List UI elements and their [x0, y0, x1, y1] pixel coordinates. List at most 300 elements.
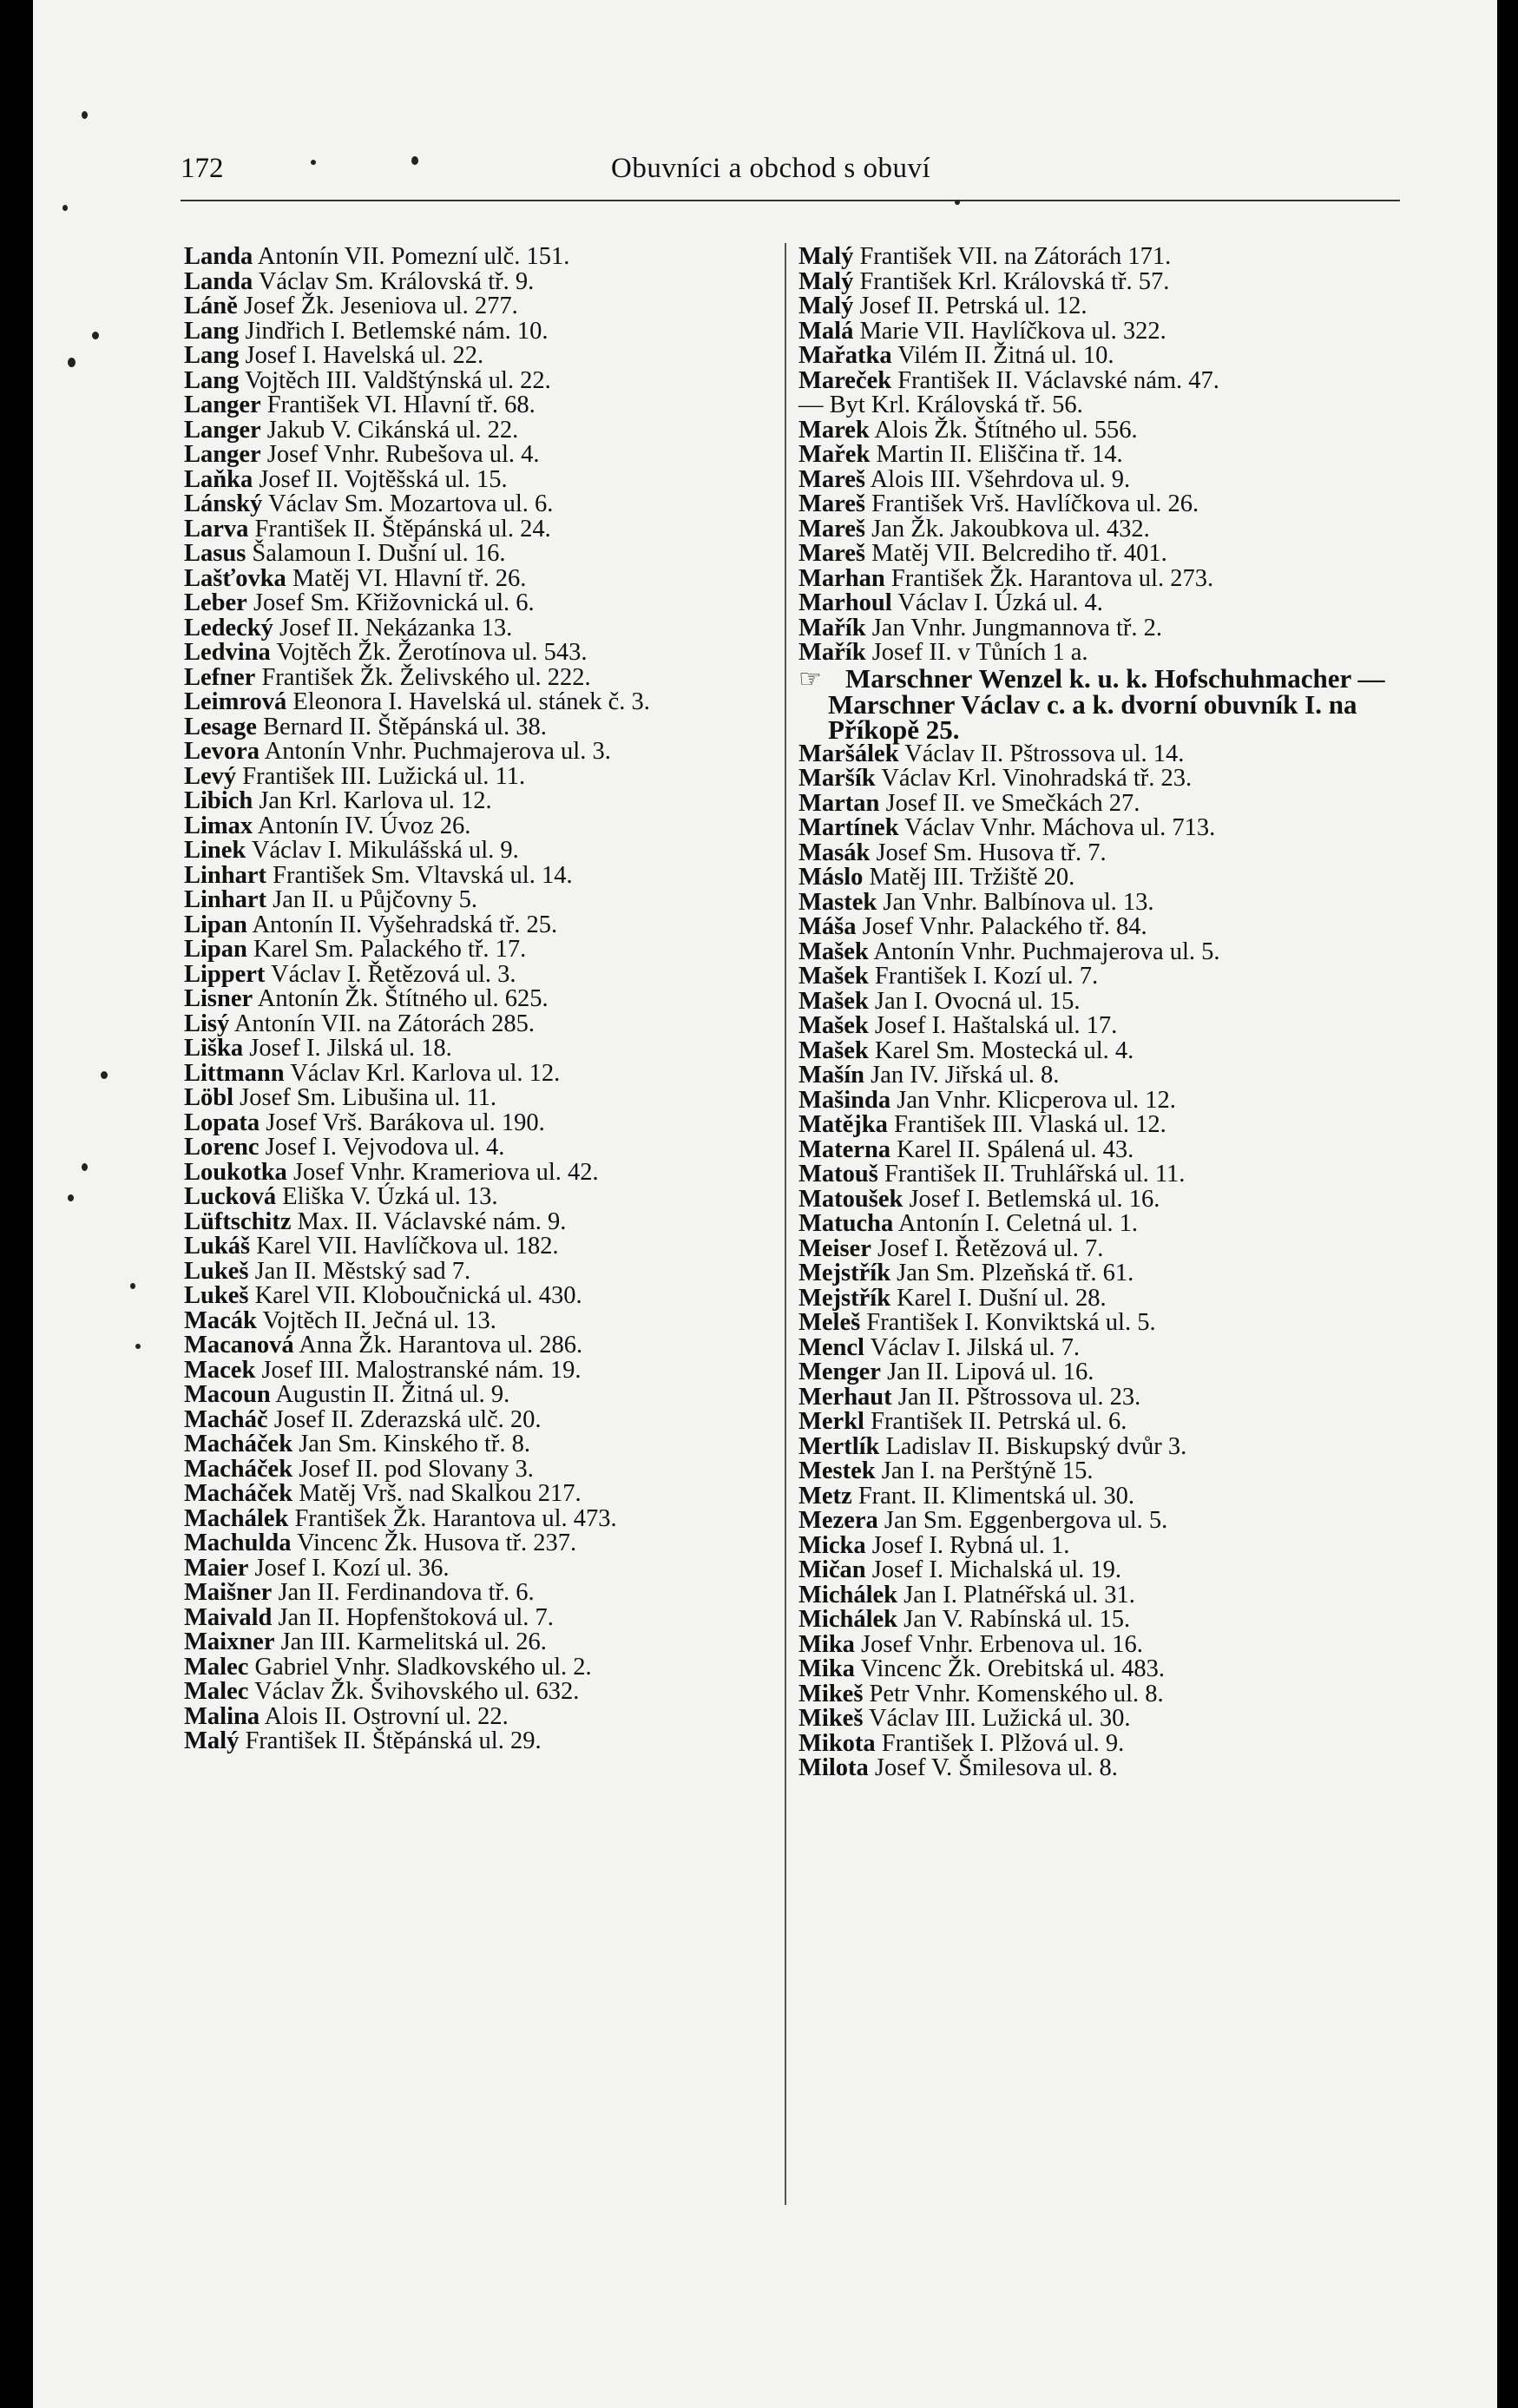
entry-details: František I. Konviktská ul. 5. — [866, 1309, 1156, 1336]
entry-surname: Lukeš — [184, 1257, 249, 1285]
directory-entry — [184, 960, 783, 988]
entry-surname: Malá — [798, 317, 854, 345]
directory-entry — [184, 294, 783, 319]
directory-entry — [184, 1729, 783, 1754]
scan-speck — [68, 358, 76, 367]
entry-details: Josef I. Michalská ul. 19. — [871, 1556, 1122, 1583]
entry-details: Antonín Žk. Štítného ul. 625. — [257, 985, 549, 1012]
entry-details: František Sm. Vltavská ul. 14. — [273, 861, 573, 889]
directory-entry — [798, 443, 1406, 468]
directory-entry — [798, 1682, 1406, 1707]
entry-surname: Mašinda — [798, 1086, 891, 1114]
entry-details: Josef II. Petrská ul. 12. — [859, 293, 1088, 319]
entry-surname: Macák — [184, 1306, 257, 1334]
entry-details: Václav Krl. Vinohradská tř. 23. — [881, 765, 1193, 792]
entry-details: Jan Sm. Eggenbergova ul. 5. — [884, 1507, 1168, 1534]
entry-surname: Macháček — [184, 1455, 293, 1483]
entry-surname: Lipan — [184, 936, 247, 963]
entry-surname: Mareš — [798, 490, 866, 517]
entry-surname: Martan — [798, 789, 880, 817]
directory-entry — [798, 841, 1406, 866]
directory-entry — [184, 1531, 783, 1556]
entry-surname: Malec — [184, 1653, 249, 1681]
entry-surname: Matějka — [798, 1111, 888, 1138]
directory-entry — [798, 542, 1406, 567]
entry-surname: Mašín — [798, 1062, 865, 1089]
entry-details: Jan Vnhr. Klicperova ul. 12. — [897, 1086, 1176, 1114]
entry-details: Jan II. u Půjčovny 5. — [273, 886, 478, 913]
entry-details: František VI. Hlavní tř. 68. — [266, 391, 536, 418]
entry-surname: Mejstřík — [798, 1260, 891, 1286]
entry-surname: Macháč — [184, 1405, 268, 1433]
entry-surname: Löbl — [184, 1084, 234, 1111]
entry-details: Karel Sm. Palackého tř. 17. — [253, 936, 527, 963]
directory-entry — [184, 913, 783, 938]
directory-entry — [798, 1014, 1406, 1039]
entry-details: — Byt Krl. Královská tř. 56. — [798, 391, 1083, 418]
directory-entry — [798, 366, 1406, 394]
entry-details: František III. Vlaská ul. 12. — [894, 1111, 1166, 1138]
directory-entry — [798, 742, 1406, 767]
entry-details: Josef Vrš. Barákova ul. 190. — [266, 1109, 545, 1136]
entry-details: Jan Sm. Kinského tř. 8. — [299, 1431, 530, 1457]
entry-surname: Limax — [184, 812, 253, 839]
directory-entry — [798, 1410, 1406, 1435]
entry-details: Ladislav II. Biskupský dvůr 3. — [885, 1432, 1187, 1460]
directory-entry — [184, 740, 783, 765]
entry-details: Josef II. v Tůních 1 a. — [871, 639, 1088, 666]
entry-details: Bernard II. Štěpánská ul. 38. — [263, 713, 547, 740]
directory-entry — [798, 1608, 1406, 1633]
scan-speck — [955, 200, 960, 205]
directory-page — [33, 0, 1497, 2408]
entry-surname: Langer — [184, 441, 261, 468]
directory-entry — [798, 865, 1406, 891]
entry-details: Jakub V. Cikánská ul. 22. — [266, 416, 519, 444]
right-column — [798, 245, 1406, 1781]
entry-surname: Lukáš — [184, 1233, 251, 1260]
entry-details: Josef Vnhr. Rubešova ul. 4. — [266, 441, 540, 468]
scan-border — [1497, 0, 1518, 2408]
entry-surname: Macháček — [184, 1431, 293, 1457]
entry-surname: Mašek — [798, 1036, 869, 1064]
entry-surname: Mejstřík — [798, 1284, 891, 1312]
entry-details: Marie VII. Havlíčkova ul. 322. — [859, 317, 1166, 345]
entry-surname: Máša — [798, 913, 857, 940]
directory-entry — [798, 267, 1406, 295]
entry-surname: Loukotka — [184, 1158, 287, 1186]
directory-entry — [798, 616, 1406, 641]
entry-details: Václav I. Řetězová ul. 3. — [271, 960, 516, 988]
entry-details: Jan Vnhr. Jungmannova tř. 2. — [871, 614, 1163, 641]
entry-surname: Laňka — [184, 465, 253, 493]
entry-surname: Mařatka — [798, 342, 892, 369]
directory-entry — [798, 1360, 1406, 1385]
entry-details: František I. Kozí ul. 7. — [874, 963, 1099, 990]
entry-surname: Linek — [184, 837, 246, 864]
entry-details: František II. Štěpánská ul. 29. — [245, 1727, 542, 1754]
scan-speck — [82, 111, 88, 119]
entry-surname: Marschner — [845, 662, 973, 694]
entry-surname: Mencl — [798, 1333, 864, 1361]
directory-entry — [184, 1405, 783, 1433]
directory-entry — [798, 1756, 1406, 1781]
directory-entry — [184, 938, 783, 963]
directory-entry — [798, 1036, 1406, 1064]
entry-surname: Malý — [798, 267, 854, 295]
entry-surname: Matouš — [798, 1161, 878, 1188]
directory-entry — [184, 1630, 783, 1655]
entry-details: Jan Krl. Karlova ul. 12. — [259, 787, 492, 814]
entry-details: Jan II. Hopfenštoková ul. 7. — [278, 1603, 554, 1631]
directory-entry — [798, 1063, 1406, 1089]
entry-surname: Marhan — [798, 564, 885, 592]
directory-entry — [798, 1311, 1406, 1336]
entry-surname: Machálek — [184, 1504, 289, 1532]
entry-details: Josef III. Malostranské nám. 19. — [261, 1356, 582, 1384]
directory-entry — [184, 319, 783, 345]
entry-details: Eliška V. Úzká ul. 13. — [282, 1183, 498, 1210]
entry-surname: Milota — [798, 1754, 869, 1781]
directory-entry — [798, 1385, 1406, 1411]
directory-entry — [184, 1457, 783, 1483]
entry-surname: Maršík — [798, 765, 876, 792]
directory-entry — [798, 641, 1406, 666]
entry-surname: Lang — [184, 366, 240, 394]
entry-details: Alois II. Ostrovní ul. 22. — [264, 1702, 509, 1730]
directory-entry — [184, 1556, 783, 1582]
entry-details: Matěj VI. Hlavní tř. 26. — [292, 564, 527, 592]
entry-details: František II. Truhlářská ul. 11. — [884, 1161, 1186, 1188]
scan-speck — [62, 205, 68, 211]
entry-surname: Mikota — [798, 1729, 876, 1757]
directory-entry — [184, 789, 783, 814]
directory-entry — [184, 1333, 783, 1359]
directory-entry — [184, 1135, 783, 1161]
entry-surname: Lorenc — [184, 1134, 260, 1161]
entry-surname: Mareš — [798, 515, 866, 543]
entry-details: František I. Plžová ul. 9. — [881, 1729, 1125, 1757]
entry-details: Matěj Vrš. nad Skalkou 217. — [299, 1480, 582, 1507]
entry-details: Josef II. pod Slovany 3. — [299, 1455, 534, 1483]
entry-details: František Vrš. Havlíčkova ul. 26. — [871, 490, 1199, 517]
entry-surname: Lang — [184, 317, 240, 345]
directory-entry — [184, 393, 783, 418]
directory-entry — [184, 344, 783, 369]
scan-speck — [135, 1344, 141, 1349]
entry-details: Josef I. Rybná ul. 1. — [871, 1531, 1070, 1559]
entry-surname: Mezera — [798, 1507, 878, 1534]
directory-entry — [184, 762, 783, 790]
entry-surname: Mestek — [798, 1457, 876, 1484]
entry-details: Josef Sm. Křižovnická ul. 6. — [253, 589, 535, 616]
entry-surname: Macháček — [184, 1480, 293, 1507]
entry-surname: Mašek — [798, 963, 869, 990]
directory-entry — [184, 1680, 783, 1705]
entry-surname: Langer — [184, 391, 261, 418]
entry-surname: Mařík — [798, 639, 866, 666]
entry-surname: Linhart — [184, 886, 267, 913]
entry-details: Jan IV. Jiřská ul. 8. — [871, 1062, 1060, 1089]
directory-entry — [184, 814, 783, 839]
directory-entry — [184, 641, 783, 666]
directory-entry — [798, 987, 1406, 1015]
entry-surname: Michálek — [798, 1606, 897, 1633]
header-rule — [181, 200, 1400, 201]
directory-entry — [184, 616, 783, 641]
directory-entry — [798, 564, 1406, 592]
directory-entry — [184, 1356, 783, 1384]
entry-details: Jan II. Ferdinandova tř. 6. — [278, 1579, 535, 1606]
entry-surname: Lisý — [184, 1010, 230, 1037]
entry-details: Antonín IV. Úvoz 26. — [257, 812, 471, 839]
directory-entry — [184, 1306, 783, 1334]
entry-surname: Lašťovka — [184, 564, 286, 592]
entry-surname: Macoun — [184, 1381, 271, 1408]
scan-speck — [101, 1071, 108, 1079]
entry-details: Václav Sm. Královská tř. 9. — [258, 267, 535, 295]
entry-details: Gabriel Vnhr. Sladkovského ul. 2. — [254, 1653, 592, 1681]
entry-surname: Leimrová — [184, 688, 287, 715]
entry-details: Josef I. Haštalská ul. 17. — [874, 1012, 1118, 1039]
entry-surname: Landa — [184, 267, 253, 295]
entry-surname: Maršálek — [798, 740, 899, 767]
entry-surname: Ledecký — [184, 614, 273, 641]
entry-surname: Lukeš — [184, 1282, 249, 1309]
entry-surname: Mičan — [798, 1556, 866, 1583]
directory-entry — [184, 663, 783, 691]
entry-details: Josef Vnhr. Krameriova ul. 42. — [292, 1158, 599, 1186]
directory-entry — [798, 1135, 1406, 1163]
entry-details: František Žk. Harantova ul. 473. — [294, 1504, 617, 1532]
entry-surname: Machulda — [184, 1530, 292, 1556]
entry-surname: Liška — [184, 1035, 244, 1062]
directory-entry — [798, 789, 1406, 817]
entry-surname: Lipan — [184, 911, 247, 938]
entry-details: Vojtěch Žk. Žerotínova ul. 543. — [276, 639, 588, 666]
page-header — [181, 153, 1400, 201]
directory-entry — [798, 1286, 1406, 1312]
directory-entry — [798, 888, 1406, 916]
entry-details: Václav I. Mikulášská ul. 9. — [251, 837, 519, 864]
directory-entry — [184, 564, 783, 592]
entry-surname: Malý — [798, 293, 854, 319]
directory-entry — [798, 1212, 1406, 1237]
entry-surname: Masák — [798, 839, 871, 866]
directory-entry — [798, 591, 1406, 616]
entry-details: František Žk. Harantova ul. 273. — [890, 564, 1214, 592]
directory-entry — [798, 1729, 1406, 1757]
entry-details: Václav III. Lužická ul. 30. — [869, 1705, 1131, 1732]
entry-details: Josef Sm. Husova tř. 7. — [876, 839, 1107, 866]
entry-surname: Malec — [184, 1678, 249, 1705]
entry-surname: Maivald — [184, 1603, 273, 1631]
entry-surname: Mašek — [798, 987, 869, 1015]
entry-details: Šalamoun I. Dušní ul. 16. — [252, 540, 506, 567]
directory-entry — [184, 1036, 783, 1062]
entry-details: Josef II. Nekázanka 13. — [279, 614, 513, 641]
entry-details: Václav I. Úzká ul. 4. — [897, 589, 1103, 616]
entry-details: Josef V. Šmilesova ul. 8. — [874, 1754, 1118, 1781]
entry-surname: Mařík — [798, 614, 866, 641]
entry-details: Antonín Vnhr. Puchmajerova ul. 3. — [264, 738, 611, 765]
directory-entry — [184, 1603, 783, 1631]
entry-details: Josef I. Kozí ul. 36. — [254, 1554, 450, 1582]
entry-details: Josef I. Vejvodova ul. 4. — [265, 1134, 505, 1161]
directory-entry — [184, 591, 783, 616]
directory-entry — [184, 1012, 783, 1037]
directory-entry — [184, 1185, 783, 1210]
directory-entry — [184, 492, 783, 517]
left-column — [184, 245, 783, 1754]
directory-entry — [184, 1111, 783, 1136]
column-divider — [785, 243, 786, 2205]
directory-entry — [184, 1432, 783, 1457]
entry-surname: Landa — [184, 243, 253, 270]
entry-details: Václav I. Jilská ul. 7. — [870, 1333, 1080, 1361]
entry-details: Karel I. Dušní ul. 28. — [897, 1284, 1107, 1312]
directory-entry — [184, 1504, 783, 1532]
directory-entry — [184, 839, 783, 864]
entry-details: Vojtěch III. Valdštýnská ul. 22. — [245, 366, 551, 394]
entry-details: František Žk. Želivského ul. 222. — [261, 663, 591, 691]
directory-entry — [184, 1482, 783, 1507]
entry-surname: Marhoul — [798, 589, 892, 616]
entry-surname: Malý — [798, 243, 854, 270]
entry-details: Vincenc Žk. Orebitská ul. 483. — [860, 1655, 1166, 1682]
entry-surname: Maišner — [184, 1579, 273, 1606]
directory-entry — [184, 1207, 783, 1235]
directory-entry — [184, 1158, 783, 1186]
directory-entry — [798, 1657, 1406, 1682]
entry-surname: Matoušek — [798, 1185, 904, 1213]
directory-entry — [798, 1583, 1406, 1609]
directory-entry — [798, 344, 1406, 369]
entry-surname: Michálek — [798, 1581, 897, 1609]
directory-entry — [184, 542, 783, 567]
entry-details: Max. II. Václavské nám. 9. — [297, 1207, 567, 1235]
directory-entry — [184, 1702, 783, 1730]
entry-surname: Langer — [184, 416, 261, 444]
entry-details: Václav Vnhr. Máchova ul. 713. — [904, 814, 1216, 841]
advertisement-entry — [798, 662, 1406, 745]
entry-details: Jan III. Karmelitská ul. 26. — [280, 1628, 547, 1655]
entry-details: Alois Žk. Štítného ul. 556. — [874, 416, 1138, 444]
directory-entry — [798, 418, 1406, 444]
entry-surname: Levý — [184, 762, 237, 790]
directory-entry — [798, 1707, 1406, 1732]
directory-entry — [184, 418, 783, 444]
page-number: 172 — [181, 153, 224, 184]
directory-entry — [798, 517, 1406, 543]
directory-entry — [798, 1162, 1406, 1188]
scan-speck — [82, 1163, 88, 1171]
entry-details: Jindřich I. Betlemské nám. 10. — [245, 317, 549, 345]
entry-surname: Lasus — [184, 540, 246, 567]
directory-entry — [798, 940, 1406, 965]
entry-details: Antonín VII. na Zátorách 285. — [233, 1010, 535, 1037]
entry-surname: Materna — [798, 1135, 891, 1163]
entry-surname: Lopata — [184, 1109, 260, 1136]
directory-entry — [798, 1113, 1406, 1138]
entry-details: Jan Vnhr. Balbínova ul. 13. — [883, 888, 1154, 916]
scan-speck — [411, 156, 418, 165]
directory-entry — [184, 465, 783, 493]
entry-surname: Meiser — [798, 1234, 871, 1262]
directory-entry — [798, 964, 1406, 990]
entry-details: Anna Žk. Harantova ul. 286. — [299, 1332, 583, 1359]
directory-entry — [798, 1531, 1406, 1559]
entry-surname: Merhaut — [798, 1383, 892, 1411]
directory-entry — [184, 517, 783, 543]
directory-entry — [798, 1234, 1406, 1262]
entry-surname: Matucha — [798, 1210, 894, 1237]
directory-entry — [184, 443, 783, 468]
entry-surname: Meleš — [798, 1309, 861, 1336]
entry-details: Václav Sm. Mozartova ul. 6. — [267, 490, 554, 517]
directory-entry — [798, 1630, 1406, 1658]
entry-details: Vojtěch II. Ječná ul. 13. — [262, 1306, 496, 1334]
entry-details: Frant. II. Klimentská ul. 30. — [858, 1482, 1135, 1510]
directory-entry — [184, 888, 783, 913]
entry-details: Václav II. Pštrossova ul. 14. — [904, 740, 1185, 767]
directory-entry — [798, 1333, 1406, 1361]
entry-details: Petr Vnhr. Komenského ul. 8. — [869, 1680, 1164, 1707]
entry-details: Josef I. Havelská ul. 22. — [245, 342, 484, 369]
entry-details: František Krl. Královská tř. 57. — [859, 267, 1170, 295]
directory-entry — [184, 861, 783, 889]
entry-details: Antonín Vnhr. Puchmajerova ul. 5. — [873, 938, 1220, 965]
entry-details: Antonín I. Celetná ul. 1. — [897, 1210, 1139, 1237]
entry-details: Josef Vnhr. Palackého tř. 84. — [862, 913, 1147, 940]
directory-entry — [184, 1284, 783, 1309]
entry-details: Josef I. Jilská ul. 18. — [249, 1035, 452, 1062]
directory-entry — [184, 366, 783, 394]
entry-surname: Mařek — [798, 441, 871, 468]
entry-details: Jan I. Platnéřská ul. 31. — [904, 1581, 1135, 1609]
entry-surname: Littmann — [184, 1059, 285, 1087]
directory-entry — [798, 915, 1406, 940]
entry-surname: Maier — [184, 1554, 249, 1582]
directory-entry — [184, 267, 783, 295]
entry-surname: Mertlík — [798, 1432, 880, 1460]
entry-details: Josef I. Řetězová ul. 7. — [877, 1234, 1104, 1262]
entry-details: František III. Lužická ul. 11. — [242, 762, 526, 790]
directory-entry — [184, 715, 783, 740]
scan-speck — [68, 1194, 74, 1201]
entry-details: Antonín VII. Pomezní ulč. 151. — [257, 243, 570, 270]
directory-entry — [184, 690, 783, 715]
entry-surname: Mastek — [798, 888, 877, 916]
directory-entry — [798, 245, 1406, 270]
entry-details: Karel VII. Havlíčkova ul. 182. — [256, 1233, 559, 1260]
entry-details: Jan Sm. Plzeňská tř. 61. — [897, 1260, 1134, 1286]
directory-entry — [798, 1261, 1406, 1286]
directory-entry — [184, 1581, 783, 1606]
directory-entry — [798, 816, 1406, 841]
entry-surname: Mika — [798, 1655, 855, 1682]
entry-details: František II. Štěpánská ul. 24. — [254, 515, 551, 543]
entry-details: Jan II. Městský sad 7. — [254, 1257, 471, 1285]
entry-surname: Lucková — [184, 1183, 277, 1210]
entry-surname: Lang — [184, 342, 240, 369]
directory-entry — [798, 766, 1406, 792]
directory-entry — [184, 245, 783, 270]
entry-surname: Macek — [184, 1356, 256, 1384]
entry-surname: Martínek — [798, 814, 899, 841]
scan-speck — [92, 332, 99, 339]
entry-details: Karel II. Spálená ul. 43. — [897, 1135, 1134, 1163]
